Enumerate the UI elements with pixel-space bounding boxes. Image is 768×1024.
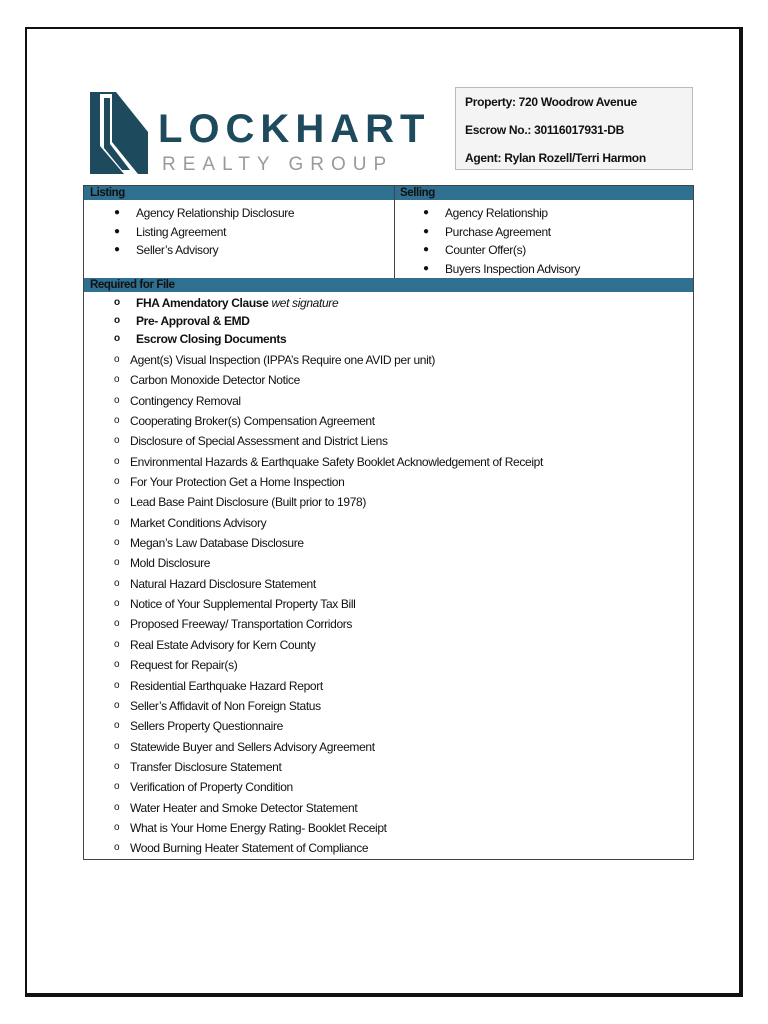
escrow-line: Escrow No.: 30116017931-DB (465, 123, 624, 137)
circle-bullet-icon: o (114, 557, 120, 569)
required-item (106, 553, 650, 573)
required-item-label: Market Conditions Advisory (130, 515, 267, 530)
required-item (106, 798, 650, 818)
circle-bullet-icon: o (114, 598, 120, 610)
logo-mark-icon (90, 90, 150, 174)
bullet-icon: ● (114, 244, 120, 255)
required-item-label: Seller’s Affidavit of Non Foreign Status (130, 698, 321, 713)
required-item-label: Water Heater and Smoke Detector Statement (130, 800, 358, 815)
required-item-label: For Your Protection Get a Home Inspection (130, 475, 345, 490)
required-item-label: Carbon Monoxide Detector Notice (130, 373, 300, 388)
preapproval-row (114, 312, 338, 330)
required-item (106, 370, 650, 390)
circle-bullet-icon: o (114, 740, 120, 752)
listing-item-label: Agency Relationship Disclosure (136, 206, 295, 220)
required-item-label: Real Estate Advisory for Kern County (130, 637, 316, 652)
selling-header: Selling (400, 187, 435, 199)
required-item (106, 472, 650, 492)
bullet-icon: ● (423, 225, 429, 237)
required-item-label: Transfer Disclosure Statement (130, 759, 282, 774)
required-item (106, 492, 650, 512)
circle-bullet-icon: o (114, 618, 120, 630)
required-item (106, 574, 650, 594)
listing-item-label: Seller’s Advisory (136, 243, 219, 257)
required-item-label: Notice of Your Supplemental Property Tax Bill (130, 597, 356, 612)
circle-bullet-icon: o (114, 842, 120, 854)
selling-column (423, 204, 580, 278)
bullet-icon: ● (423, 207, 429, 218)
listing-item (114, 204, 294, 223)
required-item-label: Environmental Hazards & Earthquake Safety Booklet Acknowledgement of Receipt (130, 454, 543, 469)
selling-item (423, 260, 580, 279)
circle-bullet-icon: o (114, 394, 120, 406)
circle-bullet-icon: o (114, 659, 120, 671)
circle-bullet-icon: o (114, 638, 120, 650)
selling-item-label: Buyers Inspection Advisory (445, 261, 580, 276)
circle-bullet-icon: o (114, 415, 120, 427)
circle-bullet-icon: o (114, 801, 120, 813)
fha-label: FHA Amendatory Clause (136, 296, 269, 310)
required-item (106, 737, 650, 757)
required-item-label: What is Your Home Energy Rating- Booklet Receipt (130, 820, 387, 835)
required-item-label: Proposed Freeway/ Transportation Corridors (130, 617, 353, 632)
fha-row (114, 294, 338, 312)
required-item-label: Wood Burning Heater Statement of Compliance (130, 841, 369, 856)
selling-item-label: Purchase Agreement (445, 224, 551, 239)
circle-bullet-icon: o (114, 374, 120, 386)
property-line: Property: 720 Woodrow Avenue (465, 95, 637, 109)
required-item (106, 818, 650, 838)
selling-item-label: Counter Offer(s) (445, 243, 526, 257)
bullet-icon: ● (423, 262, 429, 274)
listing-selling-header-bar (84, 186, 693, 200)
required-item-label: Agent(s) Visual Inspection (IPPA’s Require one AVID per unit) (130, 353, 436, 367)
selling-item (423, 241, 580, 260)
required-item-label: Mold Disclosure (130, 556, 211, 571)
required-items-list (106, 350, 650, 858)
required-item (106, 757, 650, 777)
bullet-icon: ● (114, 225, 120, 237)
required-item (106, 614, 650, 634)
company-logo (90, 90, 450, 180)
column-divider (394, 186, 395, 278)
listing-column (114, 204, 294, 260)
required-item (106, 655, 650, 675)
required-item-label: Cooperating Broker(s) Compensation Agreement (130, 414, 375, 429)
required-item (106, 350, 650, 370)
circle-bullet-icon: o (114, 496, 120, 508)
required-item (106, 777, 650, 797)
circle-bullet-icon: o (114, 760, 120, 772)
agent-line: Agent: Rylan Rozell/Terri Harmon (465, 151, 646, 165)
required-item-label: Residential Earthquake Hazard Report (130, 678, 323, 693)
bullet-icon: ● (423, 244, 429, 255)
circle-bullet-icon: o (114, 679, 120, 691)
preapproval-label: Pre- Approval & EMD (136, 314, 250, 328)
required-item-label: Megan’s Law Database Disclosure (130, 536, 304, 551)
circle-bullet-icon: o (114, 821, 120, 833)
selling-item (423, 223, 580, 242)
listing-item-label: Listing Agreement (136, 224, 227, 239)
required-item (106, 635, 650, 655)
circle-bullet-icon: o (114, 516, 120, 528)
required-item (106, 676, 650, 696)
required-item (106, 452, 650, 472)
required-item (106, 716, 650, 736)
property-info-box (455, 87, 693, 170)
circle-bullet-icon: o (114, 333, 120, 344)
logo-subtitle: REALTY GROUP (162, 154, 394, 175)
escrow-docs-label: Escrow Closing Documents (136, 332, 287, 346)
required-item (106, 411, 650, 431)
required-key-items (114, 294, 338, 348)
listing-item (114, 241, 294, 260)
listing-item (114, 223, 294, 242)
checklist-table (83, 185, 694, 860)
required-item-label: Disclosure of Special Assessment and District Liens (130, 434, 388, 449)
required-item-label: Natural Hazard Disclosure Statement (130, 576, 316, 591)
selling-item (423, 204, 580, 223)
required-item (106, 391, 650, 411)
required-item-label: Sellers Property Questionnaire (130, 719, 283, 734)
listing-header: Listing (90, 187, 125, 199)
required-header: Required for File (90, 279, 175, 291)
circle-bullet-icon: o (114, 720, 120, 732)
escrow-docs-row (114, 330, 338, 348)
circle-bullet-icon: o (114, 297, 120, 308)
required-item-label: Contingency Removal (130, 393, 241, 408)
required-item-label: Statewide Buyer and Sellers Advisory Agreement (130, 739, 375, 754)
required-item (106, 594, 650, 614)
circle-bullet-icon: o (114, 315, 120, 326)
required-item (106, 431, 650, 451)
bullet-icon: ● (114, 207, 120, 218)
required-item-label: Lead Base Paint Disclosure (Built prior to 1978) (130, 495, 366, 510)
circle-bullet-icon: o (114, 537, 120, 549)
logo-wordmark: LOCKHART (158, 107, 431, 151)
required-item (106, 696, 650, 716)
required-item (106, 838, 650, 858)
required-item-label: Request for Repair(s) (130, 658, 238, 673)
required-header-bar (84, 278, 693, 292)
circle-bullet-icon: o (114, 455, 120, 467)
circle-bullet-icon: o (114, 476, 120, 488)
selling-item-label: Agency Relationship (445, 206, 548, 220)
circle-bullet-icon: o (114, 781, 120, 793)
fha-note: wet signature (268, 296, 339, 310)
circle-bullet-icon: o (114, 577, 120, 589)
required-item (106, 533, 650, 553)
required-item-label: Verification of Property Condition (130, 780, 293, 795)
circle-bullet-icon: o (114, 699, 120, 711)
required-item (106, 513, 650, 533)
circle-bullet-icon: o (114, 354, 120, 365)
circle-bullet-icon: o (114, 435, 120, 447)
